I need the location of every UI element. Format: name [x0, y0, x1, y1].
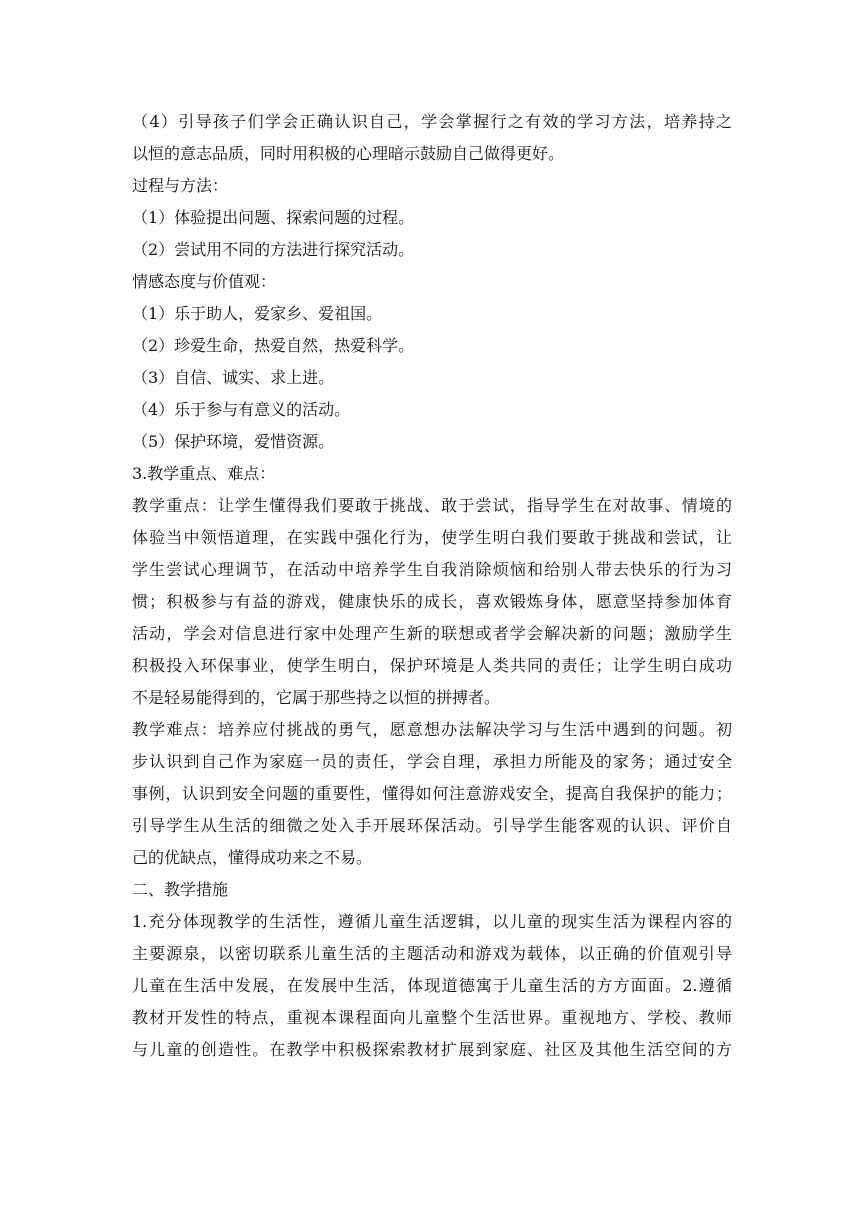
text-line: 己的优缺点，懂得成功来之不易。 — [132, 848, 373, 867]
text-line: （3）自信、诚实、求上进。 — [132, 368, 335, 387]
text-line: 与儿童的创造性。在教学中积极探索教材扩展到家庭、社区及其他生活空间的方 — [132, 1040, 732, 1059]
text-line: （4）引导孩子们学会正确认识自己，学会掌握行之有效的学习方法，培养持之 — [132, 112, 732, 131]
text-line: 步认识到自己作为家庭一员的责任，学会自理，承担力所能及的家务；通过安全 — [132, 752, 732, 771]
text-line: （4）乐于参与有意义的活动。 — [132, 400, 351, 419]
text-line: 教材开发性的特点，重视本课程面向儿童整个生活世界。重视地方、学校、教师 — [132, 1008, 732, 1027]
document-body — [132, 106, 732, 1066]
text-line: 惯；积极参与有益的游戏，健康快乐的成长，喜欢锻炼身体，愿意坚持参加体育 — [132, 592, 732, 611]
text-line: 教学难点：培养应付挑战的勇气，愿意想办法解决学习与生活中遇到的问题。初 — [132, 720, 732, 739]
text-line: 积极投入环保事业，使学生明白，保护环境是人类共同的责任；让学生明白成功 — [132, 656, 732, 675]
text-line: 3.教学重点、难点： — [132, 464, 276, 483]
text-line: 以恒的意志品质，同时用积极的心理暗示鼓励自己做得更好。 — [132, 144, 565, 163]
text-line: 1.充分体现教学的生活性，遵循儿童生活逻辑，以儿童的现实生活为课程内容的 — [132, 912, 732, 931]
text-line: （1）乐于助人，爱家乡、爱祖国。 — [132, 304, 383, 323]
text-line: 不是轻易能得到的，它属于那些持之以恒的拼搏者。 — [132, 688, 501, 707]
text-line: 学生尝试心理调节，在活动中培养学生自我消除烦恼和给别人带去快乐的行为习 — [132, 560, 732, 579]
text-line: 事例，认识到安全问题的重要性，懂得如何注意游戏安全，提高自我保护的能力； — [132, 784, 732, 803]
text-line: 二、教学措施 — [132, 880, 229, 899]
text-line: 情感态度与价值观： — [132, 272, 277, 291]
text-line: （2）珍爱生命，热爱自然，热爱科学。 — [132, 336, 415, 355]
text-line: （5）保护环境，爱惜资源。 — [132, 432, 335, 451]
text-line: 儿童在生活中发展，在发展中生活，体现道德寓于儿童生活的方方面面。2.遵循 — [132, 976, 732, 995]
text-line: 主要源泉，以密切联系儿童生活的主题活动和游戏为载体，以正确的价值观引导 — [132, 944, 732, 963]
text-line: 活动，学会对信息进行家中处理产生新的联想或者学会解决新的问题；激励学生 — [132, 624, 732, 643]
text-line: （2）尝试用不同的方法进行探究活动。 — [132, 240, 415, 259]
text-line: （1）体验提出问题、探索问题的过程。 — [132, 208, 415, 227]
text-line: 教学重点：让学生懂得我们要敢于挑战、敢于尝试，指导学生在对故事、情境的 — [132, 496, 732, 515]
text-line: 体验当中领悟道理，在实践中强化行为，使学生明白我们要敢于挑战和尝试，让 — [132, 528, 732, 547]
text-line: 引导学生从生活的细微之处入手开展环保活动。引导学生能客观的认识、评价自 — [132, 816, 732, 835]
text-line: 过程与方法： — [132, 176, 229, 195]
